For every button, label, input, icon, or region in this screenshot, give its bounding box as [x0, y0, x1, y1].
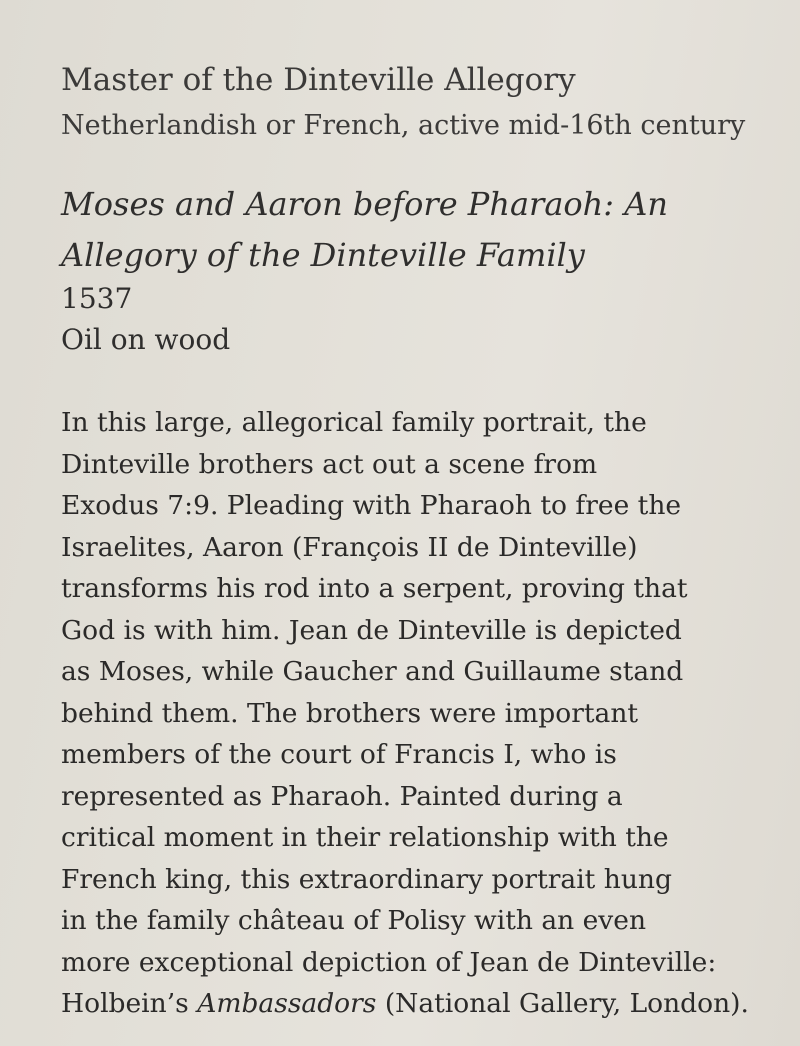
artwork-title-line-2: Allegory of the Dinteville Family	[61, 236, 585, 274]
description-line: in the family château of Polisy with an even	[61, 905, 647, 936]
description-line: Israelites, Aaron (François II de Dinteville)	[61, 531, 638, 563]
artwork-date: 1537	[61, 282, 133, 315]
artwork-description	[61, 402, 749, 1025]
description-last-line-suffix: (National Gallery, London).	[376, 988, 749, 1019]
description-last-line-prefix: Holbein’s	[61, 988, 198, 1019]
artwork-medium: Oil on wood	[61, 323, 231, 356]
description-line: behind them. The brothers were important	[61, 697, 639, 729]
description-line: Dinteville brothers act out a scene from	[61, 448, 598, 480]
description-line: as Moses, while Gaucher and Guillaume stand	[61, 656, 684, 687]
description-line: French king, this extraordinary portrait hung	[61, 863, 672, 895]
description-line: God is with him. Jean de Dinteville is depicted	[61, 614, 682, 646]
description-line: Exodus 7:9. Pleading with Pharaoh to free the	[61, 490, 682, 521]
artist-nationality: Netherlandish or French, active mid-16th century	[61, 110, 746, 141]
description-line: represented as Pharaoh. Painted during a	[61, 780, 623, 812]
description-line: transforms his rod into a serpent, proving that	[61, 573, 688, 604]
description-last-line	[61, 983, 749, 1025]
description-line: members of the court of Francis I, who is	[61, 739, 617, 770]
ambassadors-title: Ambassadors	[197, 988, 377, 1019]
description-line: In this large, allegorical family portrait, the	[61, 407, 647, 438]
description-line: critical moment in their relationship with the	[61, 822, 669, 853]
description-line: more exceptional depiction of Jean de Dinteville:	[61, 946, 717, 978]
artwork-title-line-1: Moses and Aaron before Pharaoh: An	[61, 185, 668, 223]
artist-name: Master of the Dinteville Allegory	[61, 62, 576, 98]
